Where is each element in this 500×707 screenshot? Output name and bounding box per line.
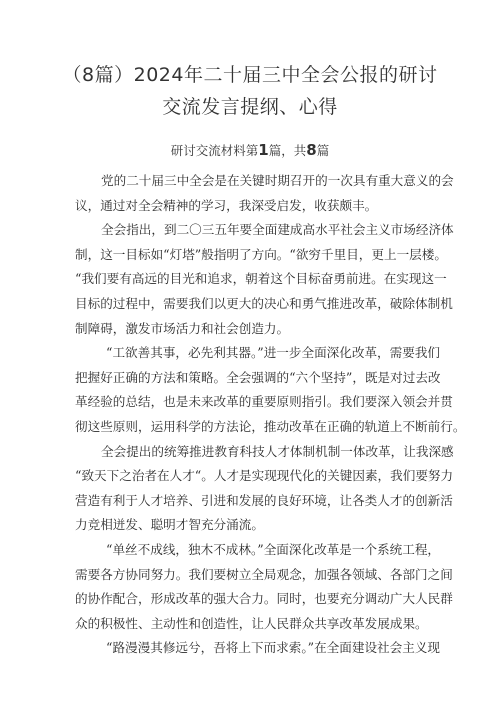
subtitle-prefix: 研讨交流材料第: [170, 143, 259, 158]
document-title-line-1: （8篇）2024年二十届三中全会公报的研讨: [62, 64, 438, 86]
subtitle-total: 8: [306, 141, 317, 159]
subtitle-number: 1: [258, 141, 269, 159]
document-body: [75, 169, 466, 661]
body-line: 目标的过程中，需要我们以更大的决心和勇气推进改革，破除体制机: [75, 295, 453, 311]
body-line: 制，这一目标如“灯塔”般指明了方向。“欲穷千里目，更上一层楼。: [75, 246, 447, 262]
document-subtitle: [0, 141, 500, 159]
body-line: 需要各方协同努力。我们要树立全局观念，加强各领域、各部门之间: [75, 566, 453, 582]
body-line: 彻这些原则，运用科学的方法论，推动改革在正确的轨道上不断前行。: [75, 418, 466, 434]
body-line: 的协作配合，形成改革的强大合力。同时，也要充分调动广大人民群: [75, 591, 453, 607]
body-line: 议，通过对全会精神的学习，我深受启发，收获颇丰。: [75, 197, 378, 213]
body-line: 营造有利于人才培养、引进和发展的良好环境，让各类人才的创新活: [75, 492, 453, 508]
body-line: “工欲善其事，必先利其器。”进一步全面深化改革，需要我们: [106, 345, 441, 361]
body-line: “致天下之治者在人才“。人才是实现现代化的关键因素，我们要努力: [75, 468, 454, 484]
body-line: 制障碍，激发市场活力和社会创造力。: [75, 320, 290, 336]
body-line: “单丝不成线，独木不成林。”全面深化改革是一个系统工程，: [106, 541, 441, 557]
body-line: 全会指出，到二〇三五年要全面建成高水平社会主义市场经济体: [101, 222, 454, 238]
body-line: 众的积极性、主动性和创造性，让人民群众共享改革发展成果。: [75, 615, 428, 631]
body-line: 党的二十届三中全会是在关键时期召开的一次具有重大意义的会: [101, 173, 454, 188]
body-line: “我们要有高远的目光和追求，朝着这个目标奋勇前进。在实现这一: [75, 271, 447, 287]
body-line: “路漫漫其修远兮，吾将上下而求索。”在全面建设社会主义现: [106, 640, 441, 656]
subtitle-middle: 篇，共: [268, 143, 307, 158]
body-line: 力竞相迸发、聪明才智充分涌流。: [75, 517, 264, 533]
body-line: 革经验的总结，也是未来改革的重要原则指引。我们要深入领会并贯: [75, 394, 453, 410]
document-title-line-2: 交流发言提纲、心得: [162, 96, 338, 118]
body-line: 把握好正确的方法和策略。全会强调的“六个坚持”，既是对过去改: [75, 369, 441, 385]
body-line: 全会提出的统筹推进教育科技人才体制机制一体改革，让我深感: [101, 443, 454, 459]
subtitle-suffix: 篇: [316, 143, 330, 158]
